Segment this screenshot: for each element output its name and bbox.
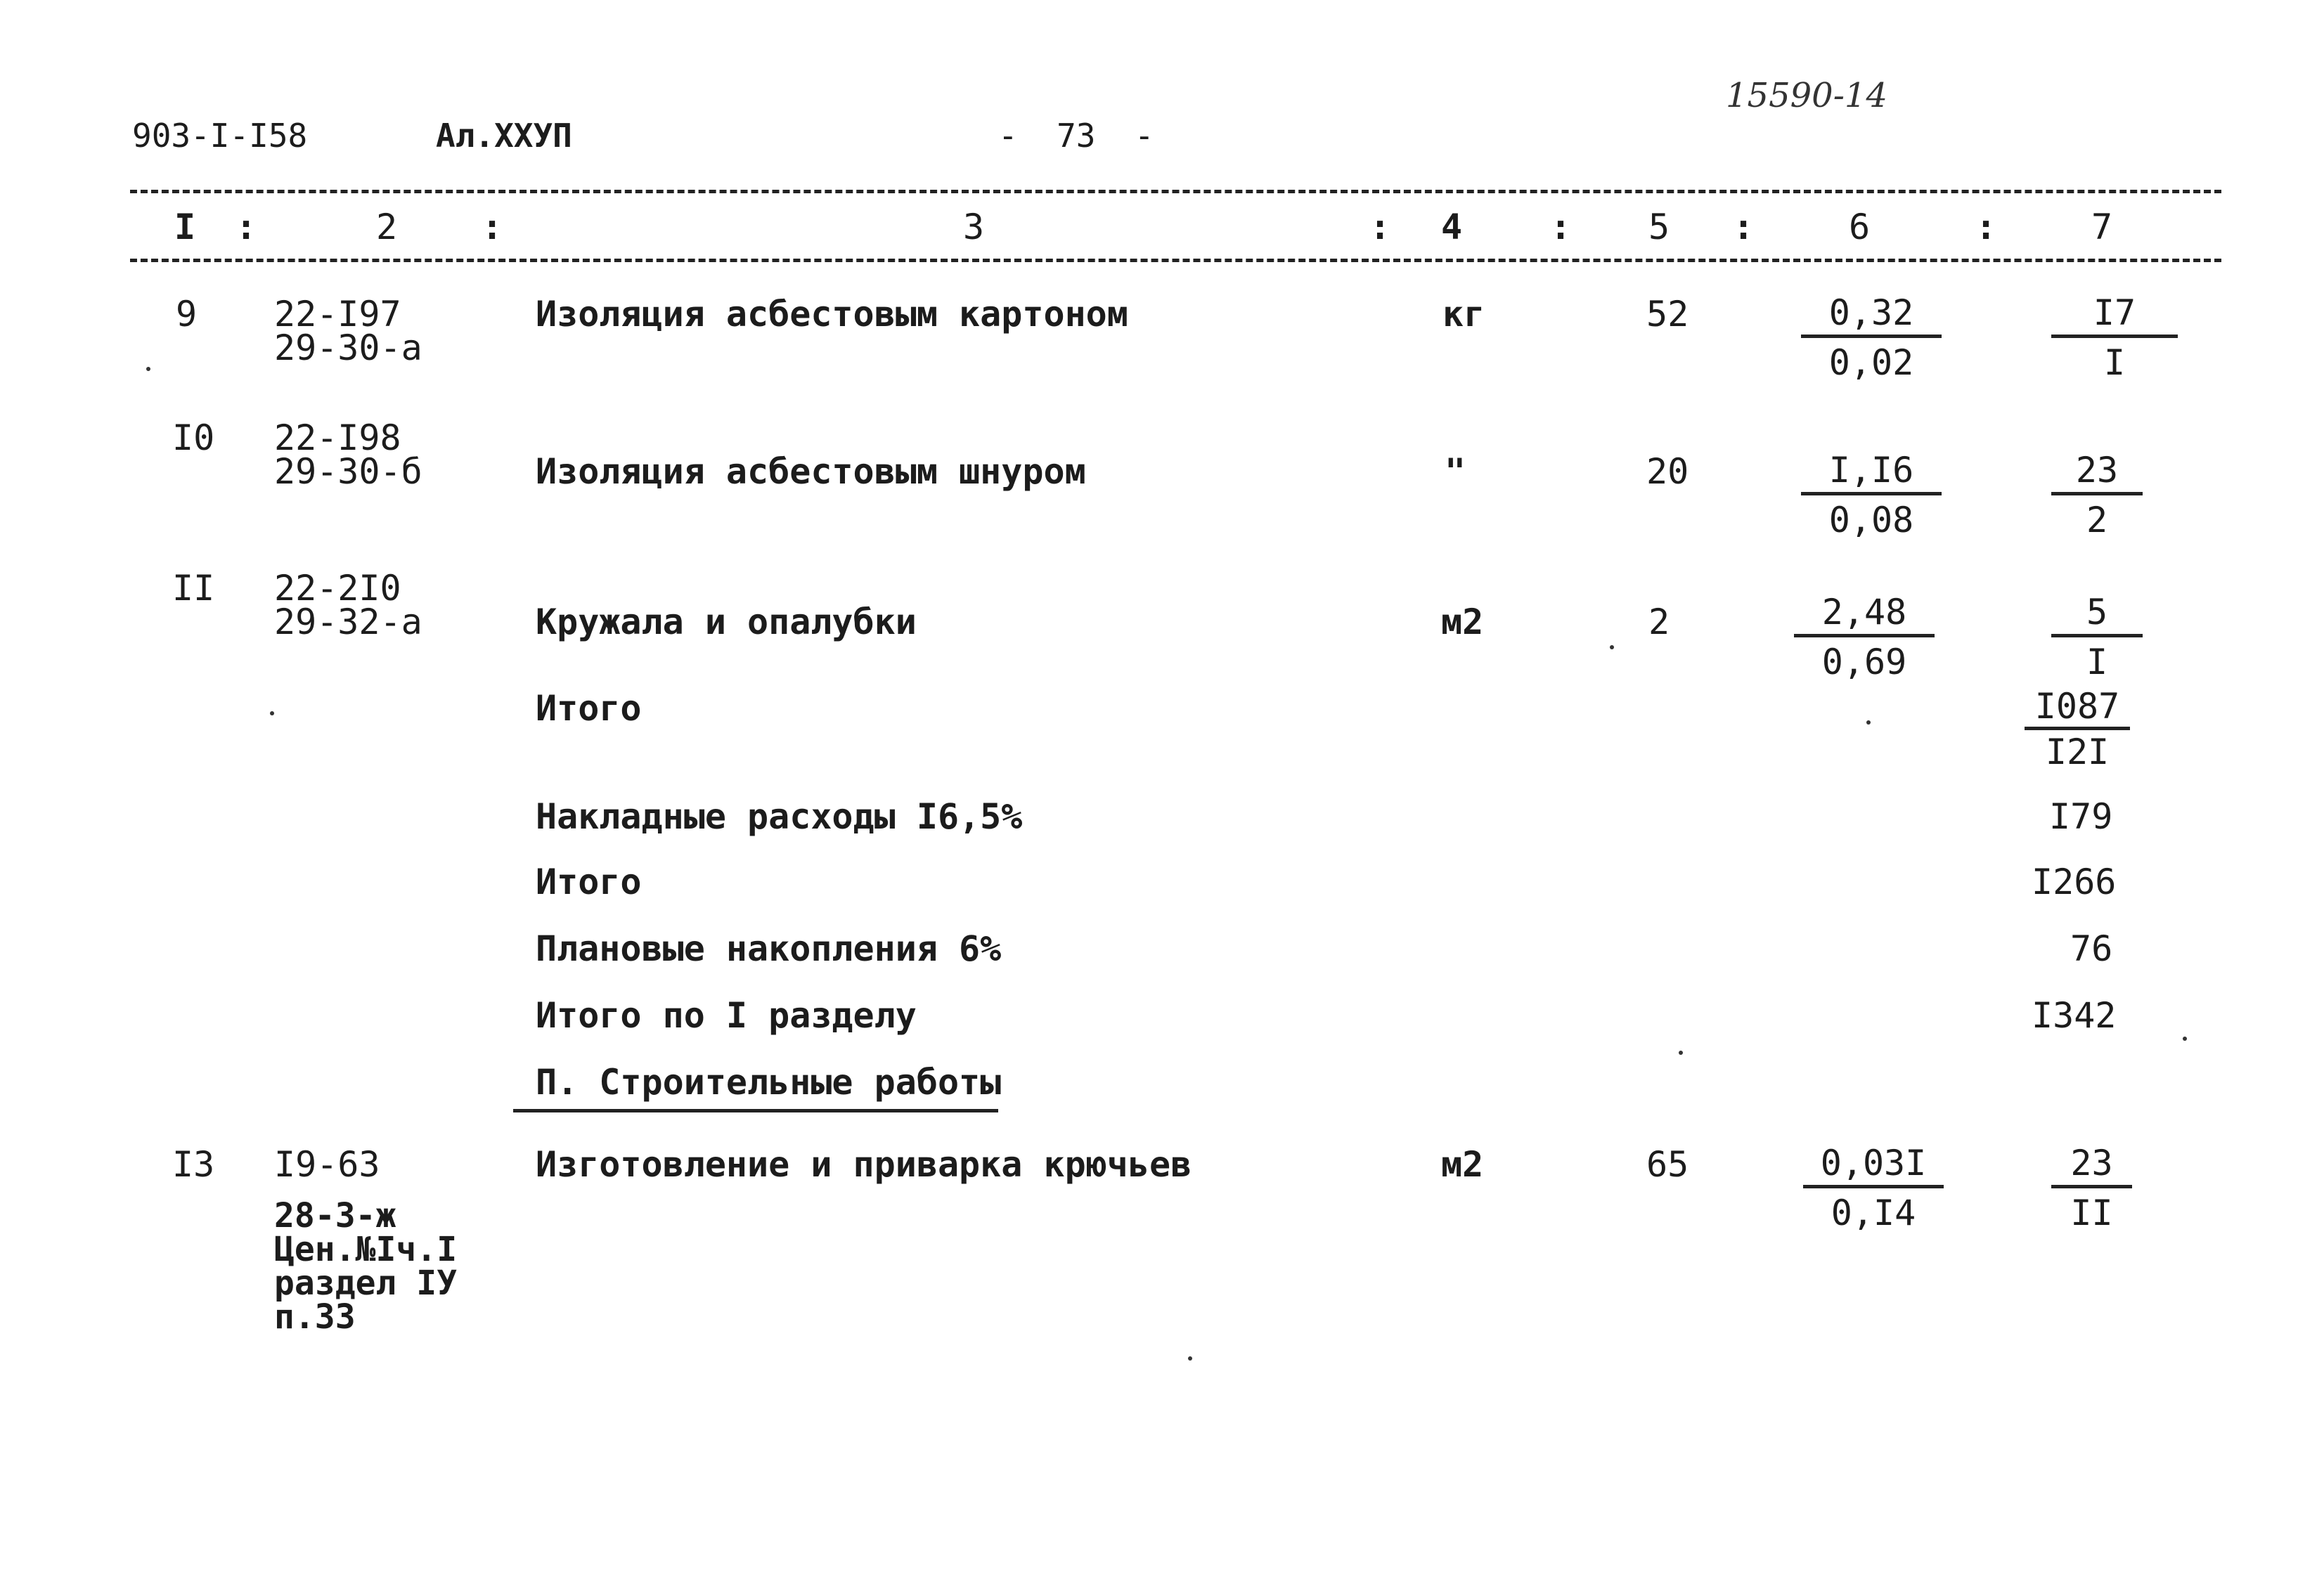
- price-top: 0,03I: [1820, 1143, 1927, 1183]
- scan-speck: [270, 711, 274, 715]
- fraction-bar: [1801, 335, 1942, 338]
- section-total-value: I342: [2032, 995, 2117, 1036]
- scan-speck: [146, 367, 150, 371]
- scan-speck: [1866, 720, 1871, 725]
- total-bottom: II: [2070, 1193, 2113, 1233]
- fraction-bar: [2051, 634, 2143, 637]
- total-top: I7: [2093, 292, 2136, 333]
- row-number: I3: [172, 1144, 215, 1185]
- row-name: Изоляция асбестовым шнуром: [536, 451, 1086, 492]
- header-top-rule: [130, 190, 2221, 193]
- price-top: I,I6: [1828, 450, 1914, 491]
- planned-savings-label: Плановые накопления 6%: [536, 928, 1002, 969]
- row-name: Изготовление и приварка крючьев: [536, 1144, 1192, 1185]
- column-separator: :: [1369, 207, 1391, 247]
- scan-speck: [1610, 645, 1614, 649]
- subtotal-label: Итого: [536, 688, 642, 729]
- price-bottom: 0,02: [1828, 342, 1914, 383]
- column-header-3: 3: [963, 207, 985, 247]
- album-number: Ал.ХХУП: [436, 117, 572, 155]
- fraction-bar: [1801, 492, 1942, 495]
- total-label: Итого: [536, 862, 642, 902]
- page-number: - 73 -: [998, 117, 1154, 155]
- fraction-bar: [1803, 1185, 1944, 1188]
- row-total: [2051, 450, 2143, 540]
- section-total-label: Итого по I разделу: [536, 995, 917, 1036]
- column-separator: :: [1550, 207, 1572, 247]
- column-separator: :: [235, 207, 257, 247]
- price-top: 0,32: [1828, 292, 1914, 333]
- row-number: 9: [176, 294, 198, 335]
- row-quantity: 2: [1648, 602, 1670, 642]
- price-bottom: 0,I4: [1831, 1193, 1916, 1233]
- column-header-4: 4: [1441, 207, 1463, 247]
- scan-speck: [1679, 1051, 1683, 1055]
- row-unit-price: [1801, 292, 1942, 383]
- column-separator: :: [1975, 207, 1997, 247]
- row-code: 22-I97: [274, 294, 401, 335]
- row-code: 29-30-б: [274, 451, 422, 492]
- subtotal-value: [2025, 686, 2130, 772]
- row-quantity: 20: [1646, 451, 1689, 492]
- column-header-6: 6: [1849, 207, 1871, 247]
- price-top: 2,48: [1821, 592, 1907, 632]
- overhead-label: Накладные расходы I6,5%: [536, 796, 1023, 837]
- row-code: I9-63: [274, 1144, 380, 1185]
- handwritten-note: 15590-14: [1726, 76, 1887, 115]
- row-name: Кружала и опалубки: [536, 602, 917, 642]
- row-number: I0: [172, 417, 215, 458]
- total-bottom: I: [2086, 642, 2108, 682]
- row-code: 29-30-а: [274, 327, 422, 368]
- section-heading-underline: [513, 1109, 998, 1112]
- row-code: 29-32-а: [274, 602, 422, 642]
- price-bottom: 0,69: [1821, 642, 1907, 682]
- fraction-bar: [2051, 335, 2178, 338]
- header-bottom-rule: [130, 259, 2221, 262]
- row-quantity: 52: [1646, 294, 1689, 335]
- planned-savings-value: 76: [2070, 928, 2113, 969]
- row-code: раздел IУ: [274, 1264, 458, 1303]
- row-total: [2051, 592, 2143, 682]
- row-number: II: [172, 568, 215, 609]
- column-separator: :: [482, 207, 503, 247]
- column-separator: :: [1733, 207, 1755, 247]
- fraction-bar: [2051, 492, 2143, 495]
- price-bottom: 0,08: [1828, 500, 1914, 540]
- row-unit: ": [1445, 451, 1466, 492]
- document-code: 903-I-I58: [132, 117, 308, 155]
- row-quantity: 65: [1646, 1144, 1689, 1185]
- overhead-value: I79: [2049, 796, 2113, 837]
- row-code: 28-3-ж: [274, 1196, 396, 1235]
- fraction-bar: [2025, 727, 2130, 730]
- row-code: 22-I98: [274, 417, 401, 458]
- column-header-7: 7: [2091, 207, 2113, 247]
- total-top: 5: [2086, 592, 2108, 632]
- total-bottom: I: [2103, 342, 2126, 383]
- column-header-5: 5: [1648, 207, 1670, 247]
- row-code: Цен.№Iч.I: [274, 1230, 458, 1269]
- fraction-bar: [2051, 1185, 2132, 1188]
- section-heading: П. Строительные работы: [536, 1062, 1002, 1103]
- fraction-bar: [1794, 634, 1935, 637]
- row-code: 22-2I0: [274, 568, 401, 609]
- total-bottom: 2: [2086, 500, 2108, 540]
- row-unit-price: [1803, 1143, 1944, 1233]
- row-code: п.33: [274, 1297, 356, 1337]
- row-unit-price: [1794, 592, 1935, 682]
- subtotal-bottom: I2I: [2045, 732, 2110, 772]
- row-name: Изоляция асбестовым картоном: [536, 294, 1128, 335]
- row-unit: м2: [1441, 1144, 1484, 1185]
- total-top: 23: [2075, 450, 2119, 491]
- total-top: 23: [2070, 1143, 2113, 1183]
- column-header-1: I: [174, 207, 196, 247]
- scan-speck: [1188, 1356, 1192, 1361]
- row-unit: кг: [1442, 294, 1485, 335]
- row-unit: м2: [1441, 602, 1484, 642]
- row-total: [2051, 1143, 2132, 1233]
- row-unit-price: [1801, 450, 1942, 540]
- subtotal-top: I087: [2034, 686, 2120, 727]
- scan-speck: [2183, 1037, 2187, 1041]
- total-value: I266: [2032, 862, 2117, 902]
- column-header-2: 2: [376, 207, 398, 247]
- row-total: [2051, 292, 2178, 383]
